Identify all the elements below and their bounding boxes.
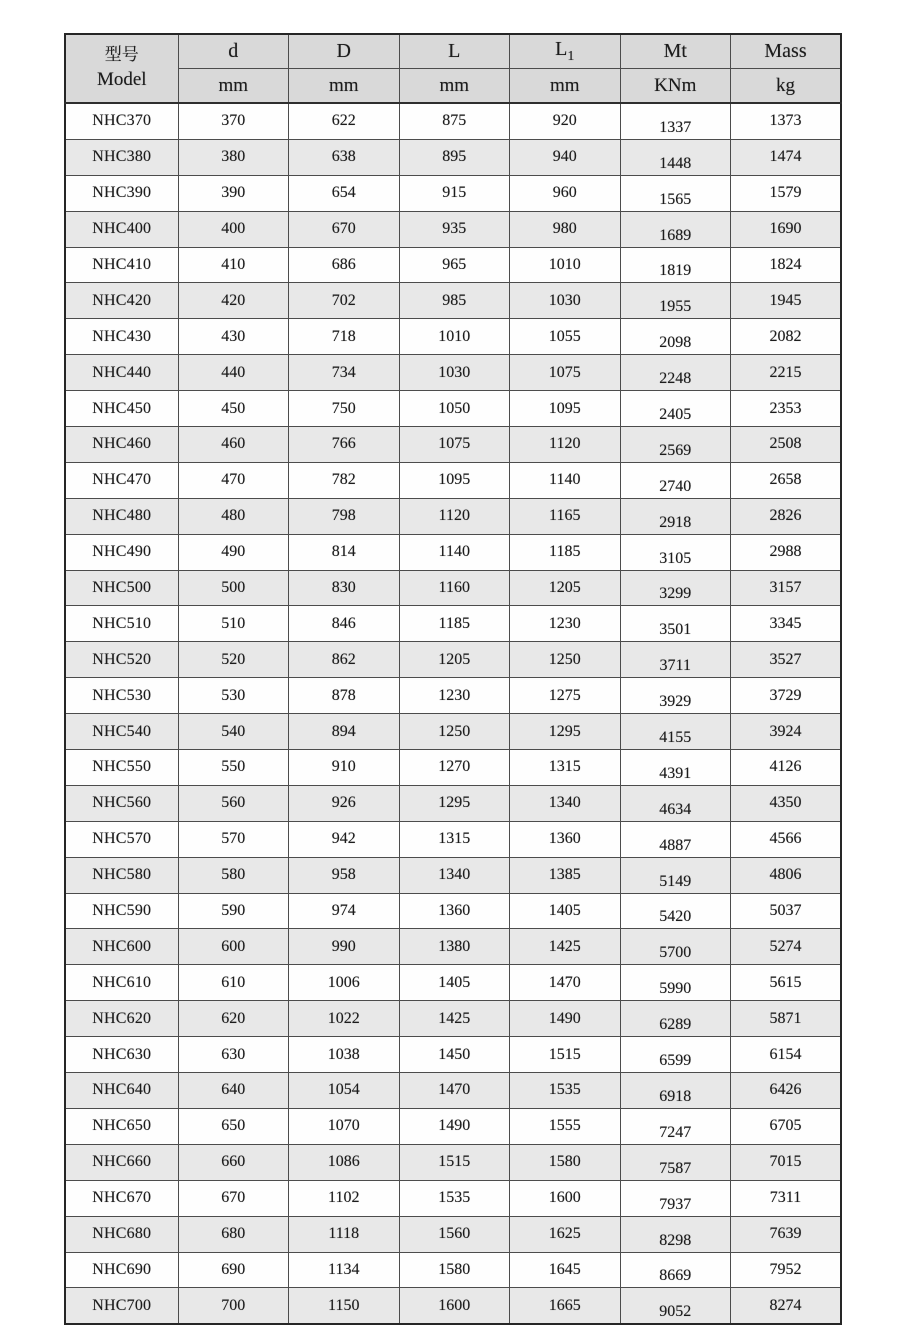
table-row	[65, 1216, 841, 1252]
cell-L1: 1515	[510, 1037, 621, 1073]
cell-L: 1270	[399, 750, 510, 786]
cell-L: 1535	[399, 1180, 510, 1216]
column-header-model	[65, 34, 178, 103]
cell-Mt: 2405	[620, 391, 731, 427]
table-row	[65, 929, 841, 965]
column-unit-d: mm	[178, 69, 289, 104]
cell-Mass: 2658	[731, 462, 842, 498]
cell-D: 1102	[289, 1180, 400, 1216]
cell-model: NHC670	[65, 1180, 178, 1216]
table-row	[65, 1288, 841, 1324]
table-row	[65, 1037, 841, 1073]
cell-Mass: 5615	[731, 965, 842, 1001]
cell-d: 500	[178, 570, 289, 606]
cell-L: 935	[399, 211, 510, 247]
cell-L1: 1095	[510, 391, 621, 427]
cell-L: 1425	[399, 1001, 510, 1037]
cell-D: 1070	[289, 1108, 400, 1144]
cell-model: NHC540	[65, 714, 178, 750]
cell-d: 370	[178, 103, 289, 139]
cell-model: NHC580	[65, 857, 178, 893]
cell-L: 1140	[399, 534, 510, 570]
cell-Mt: 7587	[620, 1144, 731, 1180]
cell-d: 580	[178, 857, 289, 893]
cell-Mt: 1565	[620, 175, 731, 211]
cell-Mt: 4887	[620, 821, 731, 857]
cell-D: 974	[289, 893, 400, 929]
cell-d: 560	[178, 785, 289, 821]
cell-L1: 1250	[510, 642, 621, 678]
cell-Mt: 5990	[620, 965, 731, 1001]
cell-L: 1490	[399, 1108, 510, 1144]
cell-model: NHC620	[65, 1001, 178, 1037]
column-label-Mt: Mt	[620, 34, 731, 69]
cell-d: 660	[178, 1144, 289, 1180]
cell-L1: 1360	[510, 821, 621, 857]
cell-D: 894	[289, 714, 400, 750]
cell-Mt: 2569	[620, 427, 731, 463]
table-row	[65, 1252, 841, 1288]
cell-L: 985	[399, 283, 510, 319]
cell-Mass: 7311	[731, 1180, 842, 1216]
cell-Mass: 8274	[731, 1288, 842, 1324]
cell-Mt: 3105	[620, 534, 731, 570]
cell-Mass: 1579	[731, 175, 842, 211]
cell-Mass: 6705	[731, 1108, 842, 1144]
cell-d: 520	[178, 642, 289, 678]
cell-d: 680	[178, 1216, 289, 1252]
cell-L: 1050	[399, 391, 510, 427]
cell-L: 1340	[399, 857, 510, 893]
table-row	[65, 750, 841, 786]
cell-D: 1134	[289, 1252, 400, 1288]
cell-L: 1580	[399, 1252, 510, 1288]
table-row	[65, 427, 841, 463]
cell-Mt: 1448	[620, 139, 731, 175]
cell-Mass: 1373	[731, 103, 842, 139]
column-unit-Mass: kg	[731, 69, 842, 104]
table-row	[65, 857, 841, 893]
cell-d: 510	[178, 606, 289, 642]
cell-L1: 1580	[510, 1144, 621, 1180]
cell-Mt: 5700	[620, 929, 731, 965]
cell-model: NHC590	[65, 893, 178, 929]
table-header	[65, 34, 841, 103]
cell-model: NHC700	[65, 1288, 178, 1324]
cell-L: 1295	[399, 785, 510, 821]
cell-D: 686	[289, 247, 400, 283]
cell-Mass: 6426	[731, 1073, 842, 1109]
cell-L: 1010	[399, 319, 510, 355]
cell-L1: 1625	[510, 1216, 621, 1252]
cell-d: 420	[178, 283, 289, 319]
cell-d: 550	[178, 750, 289, 786]
cell-D: 638	[289, 139, 400, 175]
cell-D: 1054	[289, 1073, 400, 1109]
cell-Mass: 5274	[731, 929, 842, 965]
cell-Mt: 5149	[620, 857, 731, 893]
cell-D: 1118	[289, 1216, 400, 1252]
table-row	[65, 103, 841, 139]
cell-d: 570	[178, 821, 289, 857]
table-row	[65, 1073, 841, 1109]
cell-d: 450	[178, 391, 289, 427]
cell-L1: 1555	[510, 1108, 621, 1144]
cell-Mt: 1819	[620, 247, 731, 283]
table-row	[65, 1001, 841, 1037]
table-row	[65, 893, 841, 929]
column-label-L: L	[399, 34, 510, 69]
cell-L1: 1405	[510, 893, 621, 929]
cell-d: 600	[178, 929, 289, 965]
cell-L1: 1205	[510, 570, 621, 606]
cell-L: 1075	[399, 427, 510, 463]
cell-d: 480	[178, 498, 289, 534]
column-label-d: d	[178, 34, 289, 69]
cell-model: NHC390	[65, 175, 178, 211]
cell-D: 910	[289, 750, 400, 786]
cell-L: 1450	[399, 1037, 510, 1073]
table-row	[65, 391, 841, 427]
cell-Mass: 2215	[731, 355, 842, 391]
cell-Mt: 1337	[620, 103, 731, 139]
cell-model: NHC690	[65, 1252, 178, 1288]
cell-L1: 1165	[510, 498, 621, 534]
table-row	[65, 642, 841, 678]
cell-L: 915	[399, 175, 510, 211]
cell-model: NHC570	[65, 821, 178, 857]
cell-Mt: 5420	[620, 893, 731, 929]
cell-L: 1230	[399, 678, 510, 714]
cell-D: 702	[289, 283, 400, 319]
cell-d: 470	[178, 462, 289, 498]
cell-D: 926	[289, 785, 400, 821]
cell-D: 654	[289, 175, 400, 211]
cell-D: 670	[289, 211, 400, 247]
cell-D: 830	[289, 570, 400, 606]
cell-Mt: 4634	[620, 785, 731, 821]
header-row-labels	[65, 34, 841, 69]
header-row-units	[65, 69, 841, 104]
column-label-L1: $L_1$	[510, 34, 621, 69]
cell-D: 1086	[289, 1144, 400, 1180]
cell-d: 530	[178, 678, 289, 714]
cell-Mass: 5037	[731, 893, 842, 929]
column-label-D: D	[289, 34, 400, 69]
cell-Mass: 2353	[731, 391, 842, 427]
cell-Mass: 3527	[731, 642, 842, 678]
spec-table	[64, 33, 842, 1325]
cell-L: 1250	[399, 714, 510, 750]
cell-Mass: 6154	[731, 1037, 842, 1073]
cell-L: 1205	[399, 642, 510, 678]
cell-Mass: 4350	[731, 785, 842, 821]
cell-D: 814	[289, 534, 400, 570]
table-row	[65, 965, 841, 1001]
cell-L1: 980	[510, 211, 621, 247]
cell-Mass: 1690	[731, 211, 842, 247]
cell-L1: 1030	[510, 283, 621, 319]
cell-L: 1600	[399, 1288, 510, 1324]
cell-Mt: 2740	[620, 462, 731, 498]
cell-L: 1030	[399, 355, 510, 391]
cell-d: 670	[178, 1180, 289, 1216]
cell-d: 430	[178, 319, 289, 355]
cell-Mass: 3345	[731, 606, 842, 642]
cell-L: 1560	[399, 1216, 510, 1252]
cell-Mt: 3299	[620, 570, 731, 606]
cell-model: NHC490	[65, 534, 178, 570]
column-label-Mass: Mass	[731, 34, 842, 69]
cell-L: 1160	[399, 570, 510, 606]
cell-Mt: 4391	[620, 750, 731, 786]
cell-D: 862	[289, 642, 400, 678]
cell-L: 1380	[399, 929, 510, 965]
cell-model: NHC370	[65, 103, 178, 139]
cell-model: NHC640	[65, 1073, 178, 1109]
cell-Mt: 6599	[620, 1037, 731, 1073]
table-row	[65, 785, 841, 821]
cell-L1: 960	[510, 175, 621, 211]
cell-L1: 920	[510, 103, 621, 139]
cell-L1: 1315	[510, 750, 621, 786]
cell-L: 875	[399, 103, 510, 139]
table-row	[65, 606, 841, 642]
cell-model: NHC530	[65, 678, 178, 714]
cell-Mass: 3924	[731, 714, 842, 750]
cell-d: 490	[178, 534, 289, 570]
column-unit-D: mm	[289, 69, 400, 104]
cell-L: 1315	[399, 821, 510, 857]
table-row	[65, 1108, 841, 1144]
table-row	[65, 1180, 841, 1216]
cell-model: NHC380	[65, 139, 178, 175]
cell-L1: 1385	[510, 857, 621, 893]
table-row	[65, 534, 841, 570]
cell-Mt: 6918	[620, 1073, 731, 1109]
cell-Mt: 2248	[620, 355, 731, 391]
cell-Mass: 5871	[731, 1001, 842, 1037]
cell-model: NHC610	[65, 965, 178, 1001]
cell-model: NHC630	[65, 1037, 178, 1073]
cell-d: 590	[178, 893, 289, 929]
cell-D: 1038	[289, 1037, 400, 1073]
cell-model: NHC430	[65, 319, 178, 355]
cell-L1: 1340	[510, 785, 621, 821]
cell-L: 1405	[399, 965, 510, 1001]
table-row	[65, 175, 841, 211]
cell-D: 1150	[289, 1288, 400, 1324]
cell-model: NHC550	[65, 750, 178, 786]
cell-Mass: 4806	[731, 857, 842, 893]
cell-model: NHC440	[65, 355, 178, 391]
table-row	[65, 570, 841, 606]
cell-d: 390	[178, 175, 289, 211]
cell-Mt: 4155	[620, 714, 731, 750]
cell-Mass: 2988	[731, 534, 842, 570]
cell-L1: 1665	[510, 1288, 621, 1324]
cell-L: 965	[399, 247, 510, 283]
cell-d: 380	[178, 139, 289, 175]
cell-Mt: 1689	[620, 211, 731, 247]
cell-model: NHC560	[65, 785, 178, 821]
cell-model: NHC410	[65, 247, 178, 283]
table-row	[65, 247, 841, 283]
cell-model: NHC510	[65, 606, 178, 642]
cell-L1: 1295	[510, 714, 621, 750]
cell-Mt: 3711	[620, 642, 731, 678]
cell-model: NHC450	[65, 391, 178, 427]
cell-Mass: 4126	[731, 750, 842, 786]
cell-model: NHC420	[65, 283, 178, 319]
cell-Mt: 2918	[620, 498, 731, 534]
cell-Mass: 4566	[731, 821, 842, 857]
cell-D: 750	[289, 391, 400, 427]
cell-model: NHC400	[65, 211, 178, 247]
table-row	[65, 821, 841, 857]
cell-model: NHC480	[65, 498, 178, 534]
cell-d: 700	[178, 1288, 289, 1324]
cell-d: 410	[178, 247, 289, 283]
cell-d: 630	[178, 1037, 289, 1073]
cell-model: NHC680	[65, 1216, 178, 1252]
table-row	[65, 462, 841, 498]
cell-Mass: 3729	[731, 678, 842, 714]
cell-d: 460	[178, 427, 289, 463]
cell-Mass: 7639	[731, 1216, 842, 1252]
cell-D: 1006	[289, 965, 400, 1001]
cell-Mass: 1824	[731, 247, 842, 283]
cell-L1: 1490	[510, 1001, 621, 1037]
cell-L: 1515	[399, 1144, 510, 1180]
cell-d: 540	[178, 714, 289, 750]
cell-model: NHC650	[65, 1108, 178, 1144]
cell-L: 1360	[399, 893, 510, 929]
cell-Mass: 1945	[731, 283, 842, 319]
cell-Mass: 7952	[731, 1252, 842, 1288]
cell-Mt: 8669	[620, 1252, 731, 1288]
cell-d: 650	[178, 1108, 289, 1144]
column-unit-L1: mm	[510, 69, 621, 104]
cell-L1: 1185	[510, 534, 621, 570]
cell-L1: 1470	[510, 965, 621, 1001]
cell-D: 958	[289, 857, 400, 893]
cell-d: 690	[178, 1252, 289, 1288]
cell-L1: 1010	[510, 247, 621, 283]
cell-L1: 1075	[510, 355, 621, 391]
cell-d: 610	[178, 965, 289, 1001]
cell-L1: 1055	[510, 319, 621, 355]
table-row	[65, 714, 841, 750]
cell-D: 766	[289, 427, 400, 463]
cell-Mt: 2098	[620, 319, 731, 355]
table-body	[65, 103, 841, 1324]
cell-D: 990	[289, 929, 400, 965]
cell-Mass: 2508	[731, 427, 842, 463]
cell-L1: 1230	[510, 606, 621, 642]
cell-L1: 1600	[510, 1180, 621, 1216]
column-unit-L: mm	[399, 69, 510, 104]
cell-Mt: 1955	[620, 283, 731, 319]
cell-d: 440	[178, 355, 289, 391]
cell-D: 1022	[289, 1001, 400, 1037]
cell-D: 718	[289, 319, 400, 355]
cell-model: NHC500	[65, 570, 178, 606]
table-row	[65, 1144, 841, 1180]
cell-L1: 1425	[510, 929, 621, 965]
cell-L1: 1120	[510, 427, 621, 463]
cell-Mt: 9052	[620, 1288, 731, 1324]
cell-L1: 1140	[510, 462, 621, 498]
cell-L1: 940	[510, 139, 621, 175]
cell-Mt: 7937	[620, 1180, 731, 1216]
cell-L1: 1275	[510, 678, 621, 714]
cell-Mass: 2082	[731, 319, 842, 355]
table-row	[65, 319, 841, 355]
table-row	[65, 678, 841, 714]
cell-L1: 1645	[510, 1252, 621, 1288]
cell-L: 1120	[399, 498, 510, 534]
cell-D: 622	[289, 103, 400, 139]
cell-model: NHC600	[65, 929, 178, 965]
model-header-zh: 型号	[104, 45, 139, 65]
cell-Mass: 2826	[731, 498, 842, 534]
cell-D: 878	[289, 678, 400, 714]
cell-L: 1470	[399, 1073, 510, 1109]
cell-d: 640	[178, 1073, 289, 1109]
cell-Mt: 3501	[620, 606, 731, 642]
cell-D: 798	[289, 498, 400, 534]
cell-model: NHC660	[65, 1144, 178, 1180]
cell-Mt: 6289	[620, 1001, 731, 1037]
cell-Mt: 8298	[620, 1216, 731, 1252]
cell-L: 1095	[399, 462, 510, 498]
cell-Mass: 7015	[731, 1144, 842, 1180]
table-row	[65, 211, 841, 247]
cell-Mt: 3929	[620, 678, 731, 714]
cell-L: 1185	[399, 606, 510, 642]
cell-D: 734	[289, 355, 400, 391]
cell-Mass: 1474	[731, 139, 842, 175]
cell-Mt: 7247	[620, 1108, 731, 1144]
column-unit-Mt: KNm	[620, 69, 731, 104]
cell-D: 846	[289, 606, 400, 642]
table-row	[65, 498, 841, 534]
cell-D: 942	[289, 821, 400, 857]
cell-L: 895	[399, 139, 510, 175]
cell-L1: 1535	[510, 1073, 621, 1109]
table-row	[65, 139, 841, 175]
cell-D: 782	[289, 462, 400, 498]
cell-model: NHC460	[65, 427, 178, 463]
model-header-en: Model	[96, 69, 147, 91]
cell-model: NHC520	[65, 642, 178, 678]
cell-d: 620	[178, 1001, 289, 1037]
cell-d: 400	[178, 211, 289, 247]
table-row	[65, 355, 841, 391]
cell-Mass: 3157	[731, 570, 842, 606]
table-row	[65, 283, 841, 319]
cell-model: NHC470	[65, 462, 178, 498]
